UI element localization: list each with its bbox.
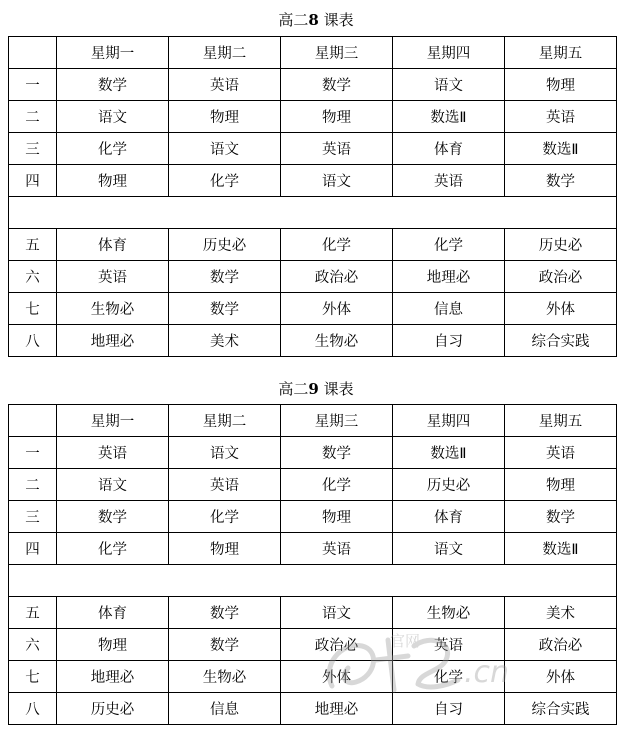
header-day: 星期二: [169, 37, 281, 69]
period-row: [9, 661, 617, 693]
subject-cell: 体育: [393, 501, 505, 533]
period-label: 三: [9, 133, 57, 165]
period-label: 一: [9, 69, 57, 101]
period-label: 六: [9, 261, 57, 293]
period-label: 五: [9, 229, 57, 261]
header-day: 星期四: [393, 37, 505, 69]
subject-cell: 政治必: [281, 261, 393, 293]
subject-cell: 地理必: [281, 693, 393, 725]
header-day: 星期三: [281, 405, 393, 437]
subject-cell: 外体: [281, 293, 393, 325]
title-prefix: 高二: [278, 380, 309, 398]
period-label: 七: [9, 661, 57, 693]
subject-cell: 数学: [281, 437, 393, 469]
subject-cell: 综合实践: [505, 325, 617, 357]
lunch-break-cell: [9, 197, 617, 229]
subject-cell: 体育: [57, 597, 169, 629]
subject-cell: 生物必: [57, 293, 169, 325]
subject-cell: 物理: [281, 101, 393, 133]
subject-cell: 语文: [281, 165, 393, 197]
period-row: [9, 325, 617, 357]
lunch-break-cell: [9, 565, 617, 597]
subject-cell: 物理: [57, 629, 169, 661]
period-row: [9, 165, 617, 197]
period-row: [9, 69, 617, 101]
lunch-break-row: [9, 197, 617, 229]
period-label: 二: [9, 101, 57, 133]
subject-cell: 外体: [505, 661, 617, 693]
subject-cell: 英语: [169, 69, 281, 101]
subject-cell: 生物必: [393, 597, 505, 629]
subject-cell: 物理: [57, 165, 169, 197]
subject-cell: 历史必: [169, 229, 281, 261]
subject-cell: 历史必: [57, 693, 169, 725]
subject-cell: 数学: [57, 501, 169, 533]
title-suffix: 课表: [323, 11, 354, 29]
subject-cell: 语文: [393, 533, 505, 565]
period-label: 八: [9, 325, 57, 357]
subject-cell: 英语: [505, 101, 617, 133]
subject-cell: 英语: [57, 437, 169, 469]
subject-cell: 数学: [505, 165, 617, 197]
header-day: 星期三: [281, 37, 393, 69]
subject-cell: 地理必: [393, 261, 505, 293]
table-title-class-9: [0, 380, 632, 398]
subject-cell: 生物必: [169, 661, 281, 693]
subject-cell: 数选Ⅱ: [393, 437, 505, 469]
subject-cell: 数学: [169, 261, 281, 293]
title-class-number: 9: [308, 380, 319, 398]
subject-cell: 自习: [393, 693, 505, 725]
subject-cell: 语文: [393, 69, 505, 101]
lunch-break-row: [9, 565, 617, 597]
subject-cell: 地理必: [57, 325, 169, 357]
table-title-class-8: [0, 11, 632, 29]
period-label: 八: [9, 693, 57, 725]
subject-cell: 外体: [281, 661, 393, 693]
subject-cell: 政治必: [281, 629, 393, 661]
subject-cell: 化学: [281, 229, 393, 261]
header-day: 星期五: [505, 405, 617, 437]
period-row: [9, 133, 617, 165]
timetable-class-9: [8, 404, 617, 725]
subject-cell: 语文: [281, 597, 393, 629]
title-prefix: 高二: [278, 11, 309, 29]
watermark-domain-suffix: .cn: [464, 655, 510, 690]
period-row: [9, 437, 617, 469]
subject-cell: 物理: [169, 533, 281, 565]
subject-cell: 数学: [57, 69, 169, 101]
subject-cell: 生物必: [281, 325, 393, 357]
subject-cell: 英语: [393, 165, 505, 197]
period-label: 五: [9, 597, 57, 629]
subject-cell: 体育: [57, 229, 169, 261]
subject-cell: 数选Ⅱ: [505, 533, 617, 565]
watermark-small-text: 官网: [390, 632, 421, 650]
header-corner: [9, 405, 57, 437]
subject-cell: 英语: [393, 629, 505, 661]
subject-cell: 数选Ⅱ: [505, 133, 617, 165]
subject-cell: 语文: [169, 133, 281, 165]
subject-cell: 自习: [393, 325, 505, 357]
subject-cell: 化学: [281, 469, 393, 501]
subject-cell: 体育: [393, 133, 505, 165]
subject-cell: 化学: [393, 229, 505, 261]
subject-cell: 化学: [393, 661, 505, 693]
period-label: 一: [9, 437, 57, 469]
subject-cell: 语文: [57, 101, 169, 133]
period-label: 二: [9, 469, 57, 501]
subject-cell: 数学: [169, 629, 281, 661]
period-label: 四: [9, 165, 57, 197]
subject-cell: 英语: [505, 437, 617, 469]
subject-cell: 政治必: [505, 261, 617, 293]
subject-cell: 英语: [281, 533, 393, 565]
header-day: 星期一: [57, 37, 169, 69]
subject-cell: 美术: [505, 597, 617, 629]
subject-cell: 数选Ⅱ: [393, 101, 505, 133]
period-row: [9, 261, 617, 293]
period-label: 六: [9, 629, 57, 661]
period-row: [9, 693, 617, 725]
subject-cell: 信息: [169, 693, 281, 725]
header-corner: [9, 37, 57, 69]
subject-cell: 物理: [281, 501, 393, 533]
subject-cell: 数学: [169, 597, 281, 629]
period-row: [9, 293, 617, 325]
period-label: 三: [9, 501, 57, 533]
subject-cell: 历史必: [505, 229, 617, 261]
period-row: [9, 533, 617, 565]
header-day: 星期一: [57, 405, 169, 437]
subject-cell: 数学: [505, 501, 617, 533]
header-day: 星期二: [169, 405, 281, 437]
subject-cell: 外体: [505, 293, 617, 325]
period-label: 七: [9, 293, 57, 325]
header-day: 星期四: [393, 405, 505, 437]
subject-cell: 综合实践: [505, 693, 617, 725]
period-label: 四: [9, 533, 57, 565]
subject-cell: 信息: [393, 293, 505, 325]
subject-cell: 美术: [169, 325, 281, 357]
period-row: [9, 469, 617, 501]
subject-cell: 英语: [281, 133, 393, 165]
subject-cell: 化学: [57, 133, 169, 165]
period-row: [9, 597, 617, 629]
subject-cell: 数学: [281, 69, 393, 101]
subject-cell: 化学: [169, 501, 281, 533]
period-row: [9, 501, 617, 533]
subject-cell: 地理必: [57, 661, 169, 693]
period-row: [9, 229, 617, 261]
subject-cell: 物理: [169, 101, 281, 133]
title-class-number: 8: [308, 11, 319, 29]
header-day: 星期五: [505, 37, 617, 69]
period-row: [9, 101, 617, 133]
subject-cell: 化学: [57, 533, 169, 565]
subject-cell: 英语: [169, 469, 281, 501]
subject-cell: 物理: [505, 69, 617, 101]
subject-cell: 语文: [57, 469, 169, 501]
subject-cell: 化学: [169, 165, 281, 197]
header-row: [9, 405, 617, 437]
subject-cell: 物理: [505, 469, 617, 501]
subject-cell: 政治必: [505, 629, 617, 661]
subject-cell: 英语: [57, 261, 169, 293]
subject-cell: 历史必: [393, 469, 505, 501]
subject-cell: 数学: [169, 293, 281, 325]
subject-cell: 语文: [169, 437, 281, 469]
timetable-class-8: [8, 36, 617, 357]
title-suffix: 课表: [323, 380, 354, 398]
header-row: [9, 37, 617, 69]
period-row: [9, 629, 617, 661]
